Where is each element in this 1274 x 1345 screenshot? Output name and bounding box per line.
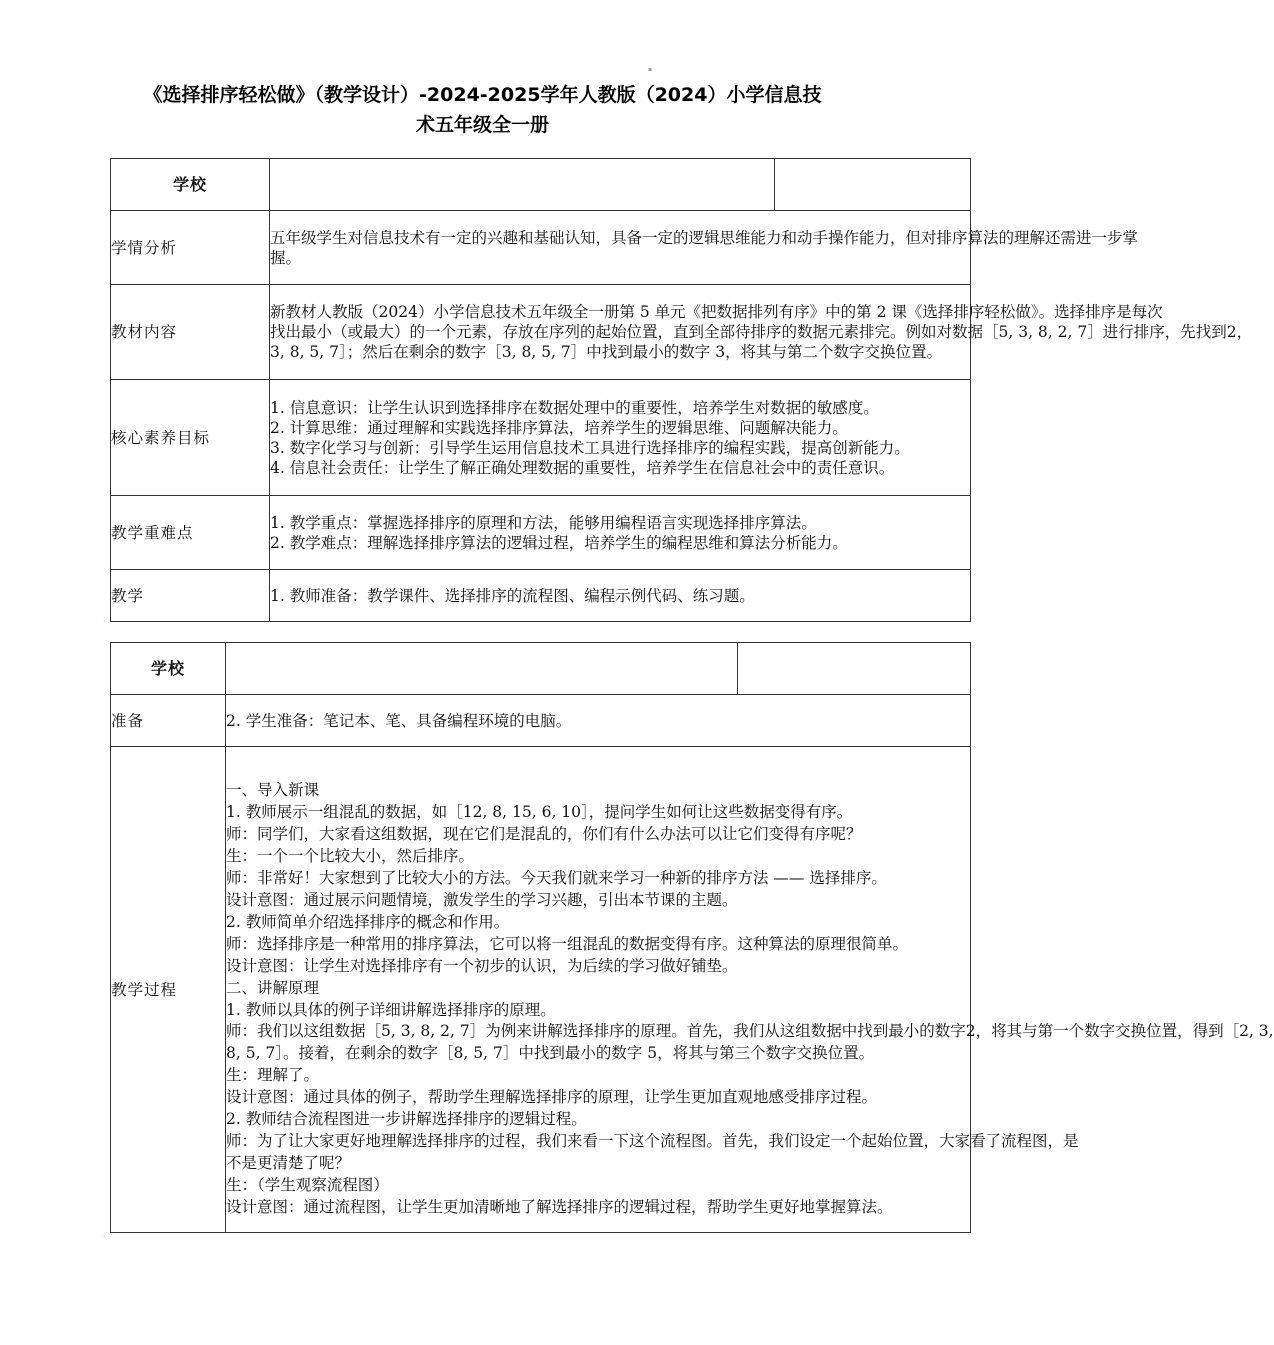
content-line: 握。 [270,248,302,267]
process-line: 设计意图：通过展示问题情境，激发学生的学习兴趣，引出本节课的主题。 [226,890,738,909]
process-line: 2. 教师结合流程图进一步讲解选择排序的逻辑过程。 [226,1110,587,1129]
process-line: 二、讲解原理 [226,978,320,997]
school-extra-cell [775,159,971,211]
title-line-1: 《选择排序轻松做》（教学设计）-2024-2025学年人教版（2024）小学信息技 [143,84,822,106]
process-line: 师：同学们，大家看这组数据，现在它们是混乱的，你们有什么办法可以让它们变得有序呢？ [226,825,862,844]
school-value-cell [226,643,738,695]
content-line: 4. 信息社会责任：让学生了解正确处理数据的重要性，培养学生在信息社会中的责任意识。 [270,458,895,477]
process-line: 2. 教师简单介绍选择排序的概念和作用。 [226,912,510,931]
title-line-2: 术五年级全一册 [415,114,549,136]
process-line: 设计意图：通过具体的例子，帮助学生理解选择排序的原理，让学生更加直观地感受排序过程。 [226,1088,878,1107]
process-line: 生：一个一个比较大小，然后排序。 [226,847,475,866]
table-row [111,695,971,747]
process-row [111,747,971,1233]
process-line: 1. 教师展示一组混乱的数据，如［12, 8, 15, 6, 10］，提问学生如何让这些数据变得有序。 [226,803,853,822]
page-title [100,80,865,140]
content-line: 2. 教学难点：理解选择排序算法的逻辑过程，培养学生的编程思维和算法分析能力。 [270,533,848,552]
row-label: 核心素养目标 [111,380,270,496]
page-break-marker: · [103,617,106,626]
process-line: 1. 教师以具体的例子详细讲解选择排序的原理。 [226,1000,556,1019]
process-line: 不是更清楚了呢？ [226,1153,351,1172]
school-extra-cell [738,643,971,695]
content-line: 3. 数字化学习与创新：引导学生运用信息技术工具进行选择排序的编程实践，提高创新能力。 [270,438,910,457]
content-line: 找出最小（或最大）的一个元素，存放在序列的起始位置，直到全部待排序的数据元素排完。例如对数据［5, 3, 8, 2, 7］进行排序，先找到2， [270,323,1253,341]
table-row [111,285,971,380]
school-row [111,643,971,695]
table-row [111,496,971,570]
content-line: 3, 8, 5, 7］；然后在剩余的数字［3, 8, 5, 7］中找到最小的数字 3，将其与第二个数字交换位置。 [270,343,943,361]
prep-label: 准备 [111,695,226,747]
content-line: 1. 教师准备：教学课件、选择排序的流程图、编程示例代码、练习题。 [270,586,755,605]
content-line: 2. 学生准备：笔记本、笔、具备编程环境的电脑。 [226,711,572,730]
row-label: 教学重难点 [111,496,270,570]
content-line: 新教材人教版（2024）小学信息技术五年级全一册第 5 单元《把数据排列有序》中的第 2 课《选择排序轻松做》。选择排序是每次 [270,303,1163,321]
row-content [270,570,971,622]
school-value-cell [270,159,775,211]
process-label: 教学过程 [111,747,226,1233]
lesson-plan-table-1 [110,158,1253,622]
row-label: 教材内容 [111,285,270,380]
row-label: 学情分析 [111,211,270,285]
row-content [270,285,1253,380]
content-line: 1. 信息意识：让学生认识到选择排序在数据处理中的重要性，培养学生对数据的敏感度。 [270,398,879,417]
row-content [270,496,971,570]
process-line: 8, 5, 7］。接着，在剩余的数字［8, 5, 7］中找到最小的数字 5，将其与第三个数字交换位置。 [226,1044,875,1063]
page-marker: ▪ [648,66,653,73]
process-line: 师：非常好！大家想到了比较大小的方法。今天我们就来学习一种新的排序方法 —— 选择排序。 [226,869,887,888]
row-content [270,380,971,496]
process-line: 师：我们以这组数据［5, 3, 8, 2, 7］为例来讲解选择排序的原理。首先，我们从这组数据中找到最小的数字2，将其与第一个数字交换位置，得到［2, 3, [226,1022,1274,1041]
process-line: 师：为了让大家更好地理解选择排序的过程，我们来看一下这个流程图。首先，我们设定一个起始位置，大家看了流程图，是 [226,1131,1079,1150]
school-row [111,159,971,211]
content-line: 1. 教学重点：掌握选择排序的原理和方法，能够用编程语言实现选择排序算法。 [270,513,817,532]
school-label: 学校 [111,159,270,211]
lesson-plan-table-2 [110,642,1274,1233]
table-row [111,211,971,285]
school-label: 学校 [111,643,226,695]
table-row [111,380,971,496]
prep-content [226,695,971,747]
process-line: 生：（学生观察流程图） [226,1175,389,1194]
process-line: 生：理解了。 [226,1066,320,1085]
process-line: 设计意图：通过流程图，让学生更加清晰地了解选择排序的逻辑过程，帮助学生更好地掌握算法。 [226,1197,893,1216]
process-content [226,747,1274,1233]
table-row [111,570,971,622]
content-line: 2. 计算思维：通过理解和实践选择排序算法，培养学生的逻辑思维、问题解决能力。 [270,418,848,437]
process-line: 一、导入新课 [226,781,320,800]
content-line: 五年级学生对信息技术有一定的兴趣和基础认知，具备一定的逻辑思维能力和动手操作能力，但对排序算法的理解还需进一步掌 [270,228,1139,247]
process-line: 师：选择排序是一种常用的排序算法，它可以将一组混乱的数据变得有序。这种算法的原理很简单。 [226,934,909,953]
row-content [270,211,1139,285]
page-break-marker: · [103,1232,106,1241]
row-label: 教学 [111,570,270,622]
process-line: 设计意图：让学生对选择排序有一个初步的认识，为后续的学习做好铺垫。 [226,956,738,975]
